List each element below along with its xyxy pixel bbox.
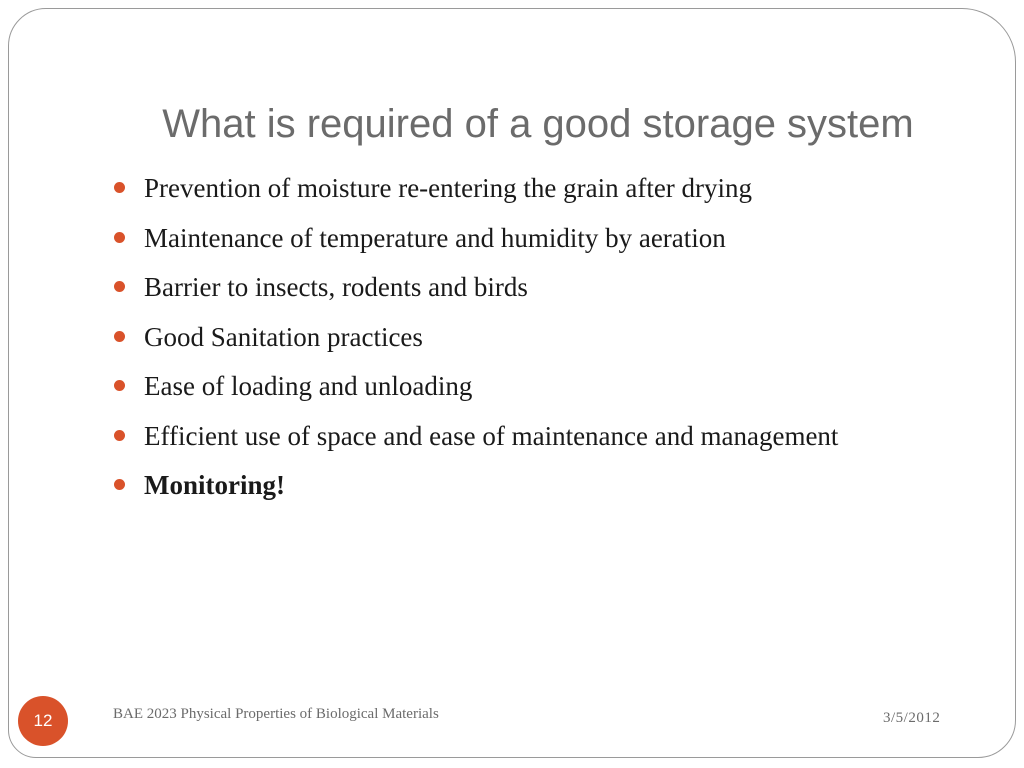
- footer-course-text: BAE 2023 Physical Properties of Biological Materials: [113, 706, 439, 722]
- bullet-text: Efficient use of space and ease of maintenance and management: [144, 420, 839, 451]
- bullet-text: Ease of loading and unloading: [144, 371, 473, 401]
- bullet-dot-icon: [114, 430, 125, 441]
- bullet-list: [114, 166, 994, 513]
- bullet-item: [114, 216, 994, 266]
- bullet-dot-icon: [114, 331, 125, 342]
- bullet-dot-icon: [114, 479, 125, 490]
- bullet-item: [114, 364, 994, 414]
- bullet-text: Good Sanitation practices: [144, 321, 423, 352]
- bullet-item: [114, 166, 994, 216]
- bullet-item: [114, 265, 994, 315]
- slide-number-badge: 12: [18, 696, 68, 746]
- slide-title: What is required of a good storage system: [162, 102, 914, 146]
- bullet-item: [114, 414, 994, 464]
- bullet-item: [114, 315, 994, 365]
- bullet-dot-icon: [114, 182, 125, 193]
- bullet-dot-icon: [114, 232, 125, 243]
- bullet-dot-icon: [114, 380, 125, 391]
- bullet-text: Barrier to insects, rodents and birds: [144, 272, 528, 302]
- bullet-text: Prevention of moisture re-entering the grain after drying: [144, 173, 753, 203]
- bullet-text: Monitoring!: [144, 470, 285, 500]
- bullet-item: [114, 463, 994, 513]
- footer-date: 3/5/2012: [883, 710, 941, 726]
- bullet-dot-icon: [114, 281, 125, 292]
- bullet-text: Maintenance of temperature and humidity by aeration: [144, 222, 726, 253]
